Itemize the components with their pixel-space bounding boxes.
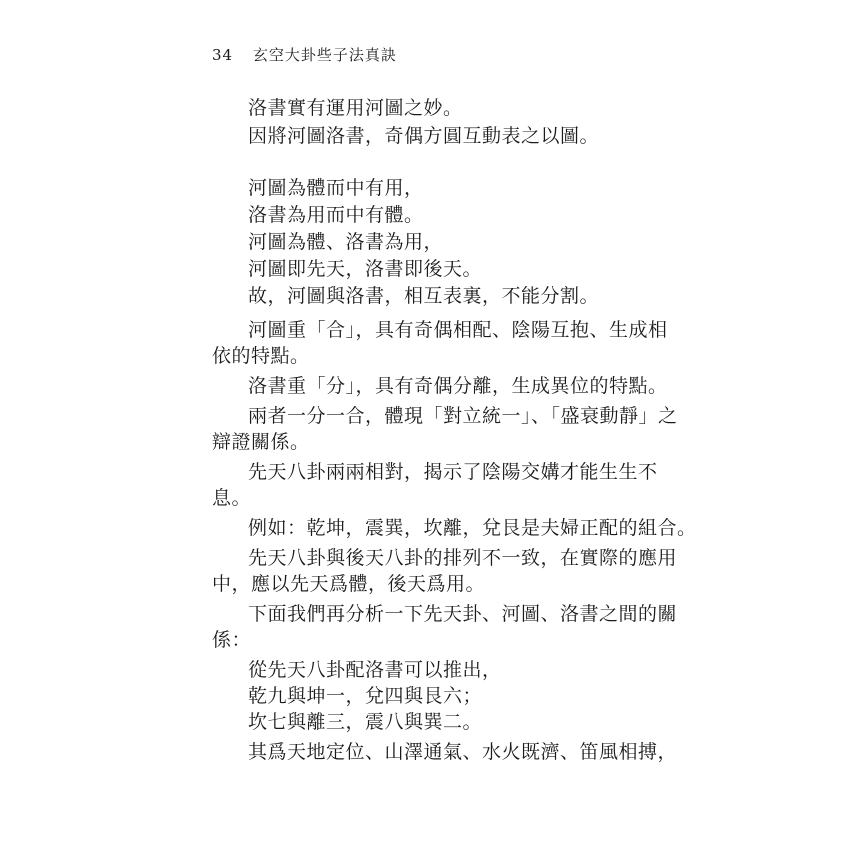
text-line: 例如：乾坤，震巽，坎離，兌艮是夫婦正配的組合。 xyxy=(248,517,697,539)
text-line: 兩者一分一合，體現「對立統一」、「盛衰動靜」之 xyxy=(248,405,678,427)
text-line: 因將河圖洛書，奇偶方圓互動表之以圖。 xyxy=(248,125,600,147)
text-line: 其爲天地定位、山澤通氣、水火既濟、笛風相搏， xyxy=(248,741,678,763)
text-line: 洛書為用而中有體。 xyxy=(248,204,424,226)
text-line: 河圖即先天，洛書即後天。 xyxy=(248,258,483,280)
text-line: 依的特點。 xyxy=(212,345,310,367)
text-line: 先天八卦與後天八卦的排列不一致，在實際的應用 xyxy=(248,547,678,569)
text-line: 從先天八卦配洛書可以推出， xyxy=(248,659,502,681)
text-line: 先天八卦兩兩相對，揭示了陰陽交媾才能生生不 xyxy=(248,461,658,483)
text-line: 河圖為體、洛書為用， xyxy=(248,231,444,253)
text-line: 坎七與離三，震八與巽二。 xyxy=(248,711,483,733)
text-line: 係： xyxy=(212,629,252,651)
text-line: 辯證關係。 xyxy=(212,431,310,453)
text-line: 河圖重「合」，具有奇偶相配、陰陽互抱、生成相 xyxy=(248,319,668,341)
book-title: 玄空大卦些子法真訣 xyxy=(252,46,397,64)
text-line: 下面我們再分析一下先天卦、河圖、洛書之間的關 xyxy=(248,603,678,625)
text-line: 息。 xyxy=(212,487,252,509)
page-number: 34 xyxy=(212,46,234,64)
text-line: 洛書實有運用河圖之妙。 xyxy=(248,97,463,119)
text-line: 乾九與坤一，兌四與艮六； xyxy=(248,685,483,707)
running-header xyxy=(212,44,397,65)
text-line: 河圖為體而中有用， xyxy=(248,177,424,199)
text-line: 故，河圖與洛書，相互表裏，不能分割。 xyxy=(248,285,600,307)
text-line: 中，應以先天爲體，後天爲用。 xyxy=(212,573,486,595)
text-line: 洛書重「分」，具有奇偶分離，生成異位的特點。 xyxy=(248,375,668,397)
